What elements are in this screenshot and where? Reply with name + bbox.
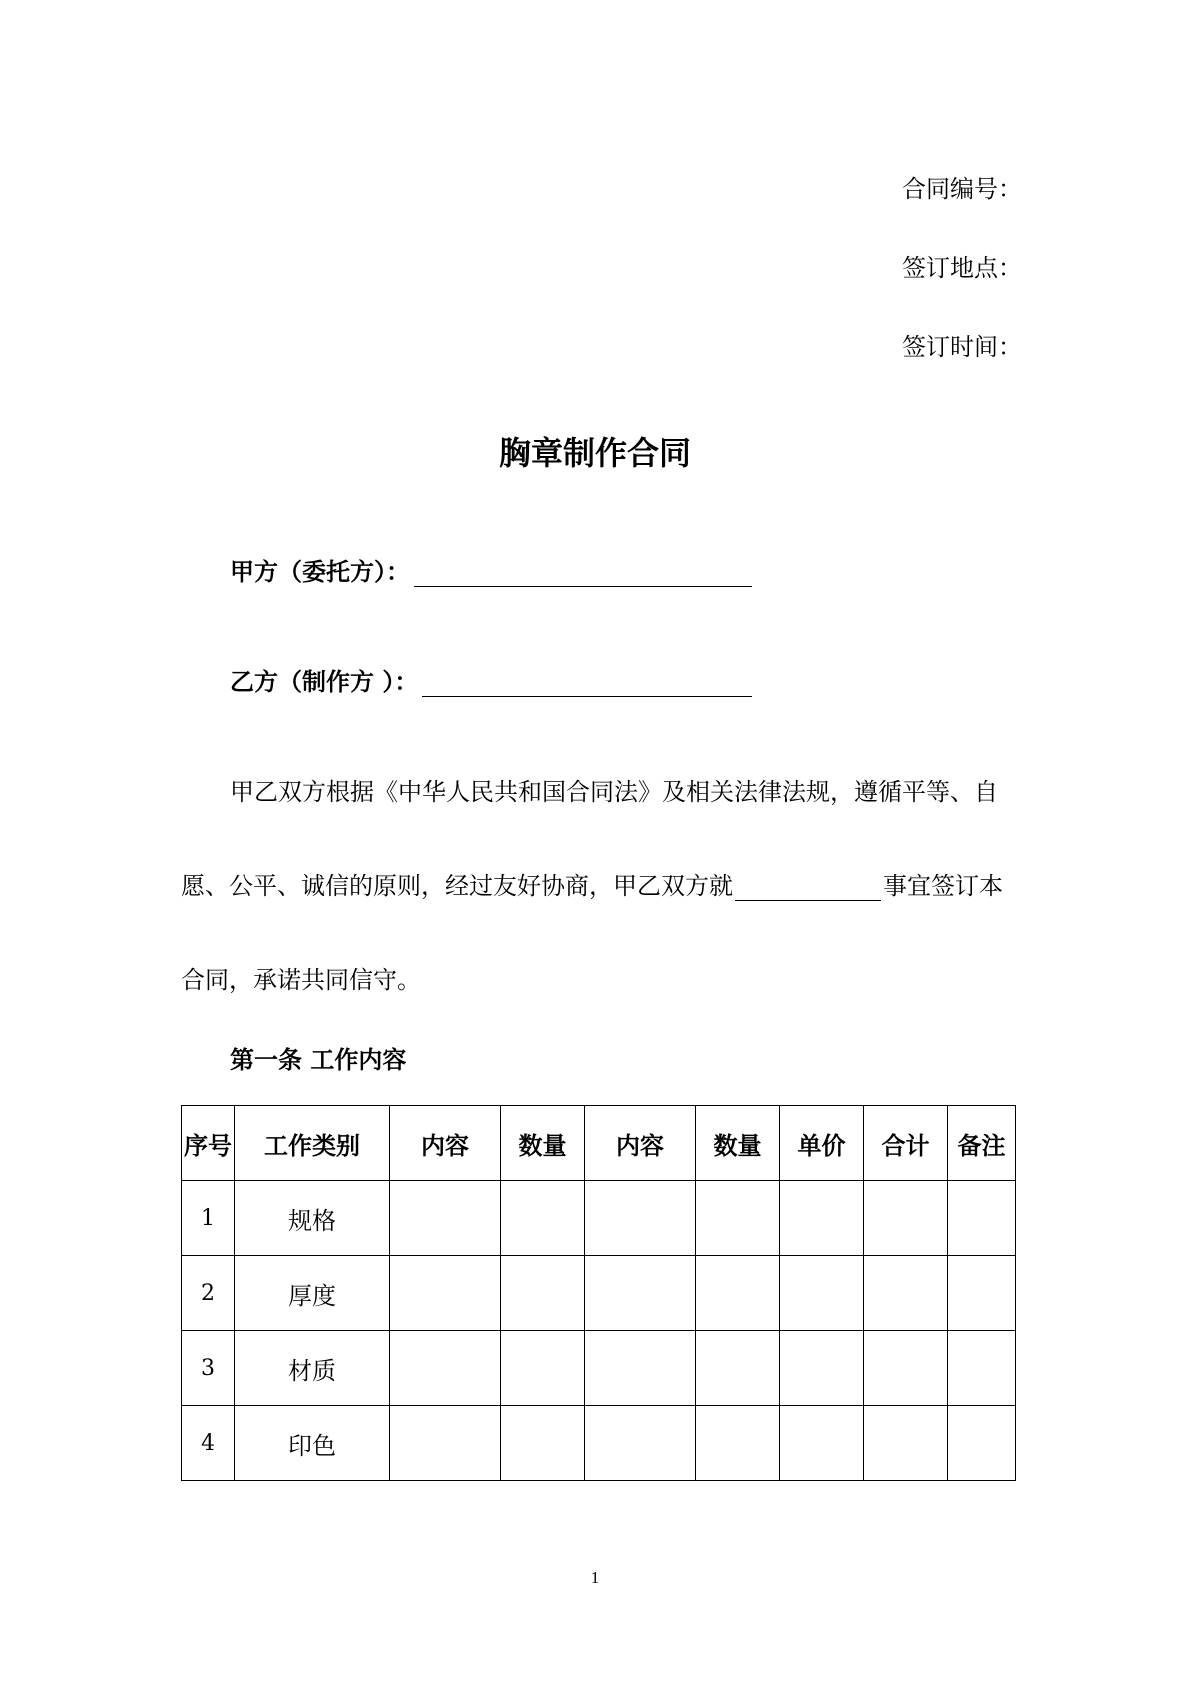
matter-blank[interactable]	[735, 876, 881, 901]
table-cell-category: 规格	[235, 1181, 390, 1256]
table-row	[182, 1181, 1016, 1256]
table-cell[interactable]	[780, 1256, 864, 1331]
table-cell[interactable]	[696, 1331, 780, 1406]
sign-place-label: 签订地点：	[902, 254, 1022, 282]
page-number: 1	[590, 1568, 600, 1587]
work-content-table	[181, 1105, 1016, 1481]
intro-line-2-before: 愿、公平、诚信的原则，经过友好协商，甲乙双方就	[181, 872, 733, 900]
table-row	[182, 1256, 1016, 1331]
table-cell[interactable]	[585, 1331, 696, 1406]
table-cell-serial: 4	[182, 1406, 235, 1481]
header-cell-quantity-2: 数量	[696, 1106, 780, 1181]
table-row	[182, 1406, 1016, 1481]
table-cell[interactable]	[390, 1181, 501, 1256]
party-b-line	[230, 667, 752, 697]
header-cell-remarks: 备注	[948, 1106, 1016, 1181]
table-cell[interactable]	[501, 1181, 585, 1256]
document-title: 胸章制作合同	[498, 434, 691, 472]
party-a-blank[interactable]	[414, 560, 752, 587]
contract-number-label: 合同编号：	[902, 175, 1022, 203]
table-row	[182, 1331, 1016, 1406]
table-cell[interactable]	[948, 1406, 1016, 1481]
table-cell[interactable]	[696, 1406, 780, 1481]
party-b-blank[interactable]	[422, 670, 752, 697]
table-cell-serial: 2	[182, 1256, 235, 1331]
party-a-label: 甲方（委托方）：	[230, 558, 410, 586]
header-cell-content-2: 内容	[585, 1106, 696, 1181]
table-cell-serial: 1	[182, 1181, 235, 1256]
table-cell[interactable]	[948, 1331, 1016, 1406]
table-cell-serial: 3	[182, 1331, 235, 1406]
table-cell-category: 材质	[235, 1331, 390, 1406]
table-cell[interactable]	[696, 1181, 780, 1256]
party-a-line	[230, 557, 752, 587]
table-cell[interactable]	[864, 1256, 948, 1331]
table-cell[interactable]	[390, 1256, 501, 1331]
sign-time-label: 签订时间：	[902, 333, 1022, 361]
table-cell[interactable]	[948, 1181, 1016, 1256]
header-cell-total: 合计	[864, 1106, 948, 1181]
table-cell[interactable]	[390, 1331, 501, 1406]
header-cell-serial: 序号	[182, 1106, 235, 1181]
table-cell[interactable]	[390, 1406, 501, 1481]
table-cell[interactable]	[501, 1256, 585, 1331]
header-cell-content: 内容	[390, 1106, 501, 1181]
intro-line-2-after: 事宜签订本	[883, 872, 1003, 900]
table-cell-category: 厚度	[235, 1256, 390, 1331]
table-cell[interactable]	[864, 1331, 948, 1406]
intro-line-2	[181, 871, 1003, 901]
table-cell[interactable]	[696, 1256, 780, 1331]
table-cell[interactable]	[780, 1181, 864, 1256]
header-cell-unit-price: 单价	[780, 1106, 864, 1181]
table-cell[interactable]	[501, 1331, 585, 1406]
table-cell[interactable]	[864, 1181, 948, 1256]
table-cell[interactable]	[780, 1406, 864, 1481]
party-b-label: 乙方（制作方 ）：	[230, 668, 419, 696]
table-header-row	[182, 1106, 1016, 1181]
table-cell[interactable]	[585, 1256, 696, 1331]
table-cell[interactable]	[948, 1256, 1016, 1331]
intro-line-1: 甲乙双方根据《中华人民共和国合同法》及相关法律法规，遵循平等、自	[230, 778, 998, 806]
table-cell-category: 印色	[235, 1406, 390, 1481]
section-1-heading: 第一条 工作内容	[230, 1046, 407, 1074]
table-cell[interactable]	[585, 1406, 696, 1481]
header-cell-quantity: 数量	[501, 1106, 585, 1181]
table-cell[interactable]	[864, 1406, 948, 1481]
table-cell[interactable]	[585, 1181, 696, 1256]
table-cell[interactable]	[501, 1406, 585, 1481]
intro-line-3: 合同，承诺共同信守。	[181, 966, 421, 994]
header-cell-category: 工作类别	[235, 1106, 390, 1181]
table-cell[interactable]	[780, 1331, 864, 1406]
